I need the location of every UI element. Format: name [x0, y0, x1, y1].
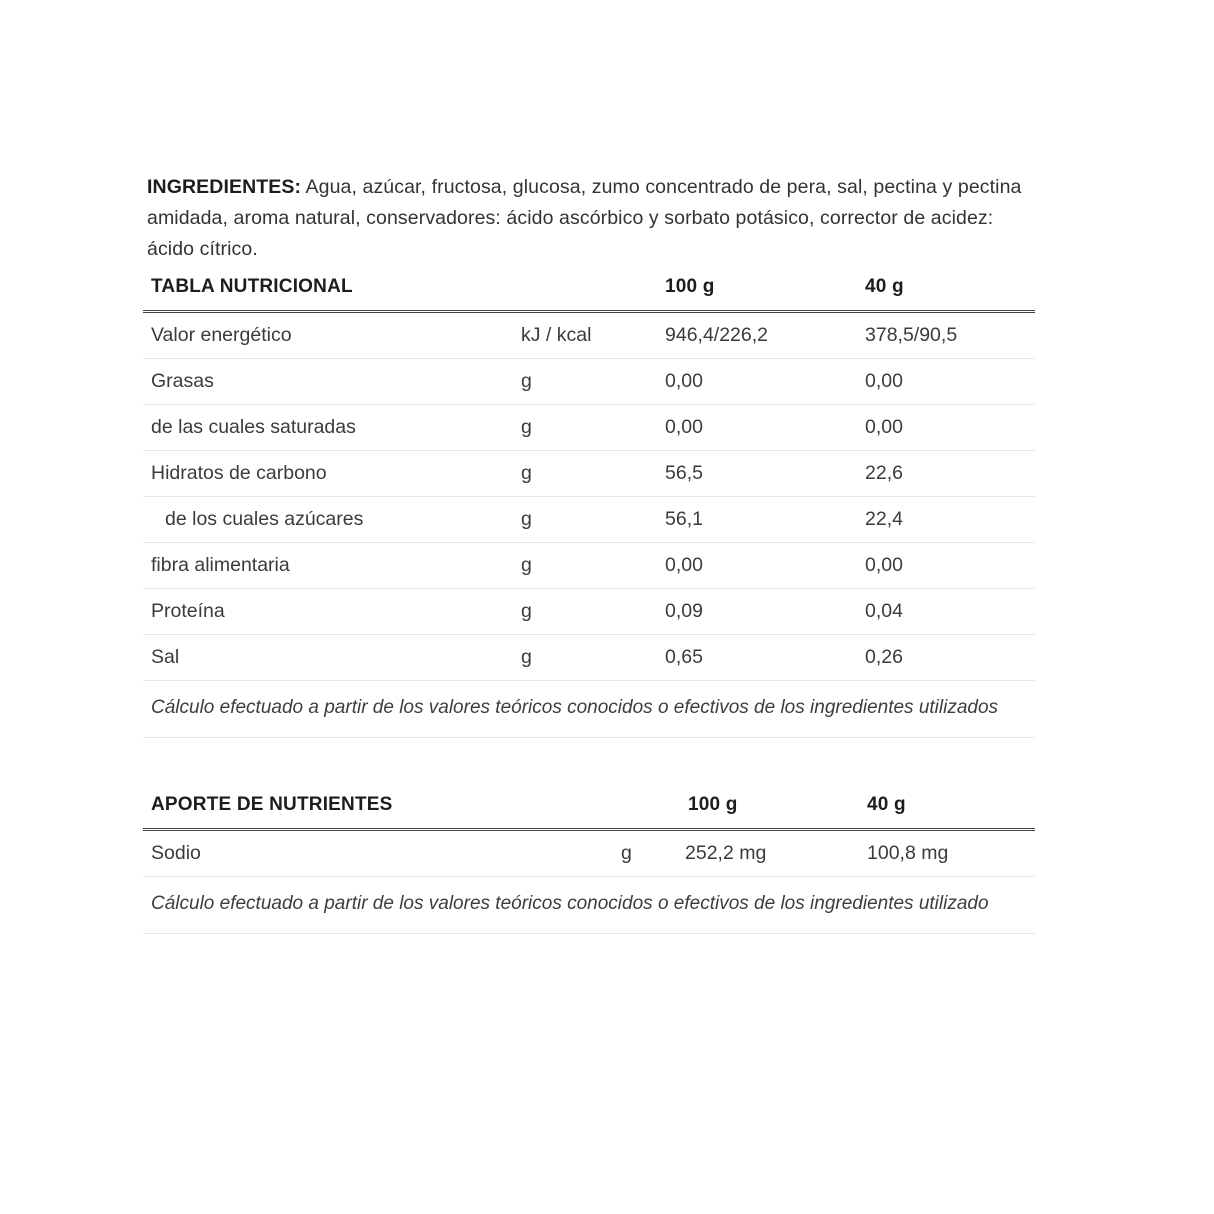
nutrients-contribution-table: [143, 786, 1035, 934]
nutrients-table-footnote-row: [143, 877, 1035, 934]
nutrition-table-header-row: [143, 268, 1035, 312]
row-label: de las cuales saturadas: [143, 405, 521, 451]
row-label: Sal: [143, 635, 521, 681]
row-value-100g: 0,65: [658, 635, 858, 681]
row-label: de los cuales azúcares: [143, 497, 521, 543]
row-value-100g: 0,09: [658, 589, 858, 635]
nutrition-table-col-40g: 40 g: [858, 268, 1035, 312]
table-row: [143, 589, 1035, 635]
table-row: [143, 497, 1035, 543]
row-value-40g: 100,8 mg: [857, 830, 1035, 877]
row-label: Proteína: [143, 589, 521, 635]
row-label: Valor energético: [143, 312, 521, 359]
nutrition-table-body: [143, 312, 1035, 738]
ingredients-label: INGREDIENTES:: [147, 175, 302, 198]
table-row: [143, 405, 1035, 451]
row-value-40g: 0,00: [858, 405, 1035, 451]
nutrition-table-footnote: Cálculo efectuado a partir de los valores teóricos conocidos o efectivos de los ingredientes utilizados: [143, 681, 1035, 738]
row-value-40g: 0,00: [858, 359, 1035, 405]
row-value-100g: 0,00: [658, 543, 858, 589]
row-value-40g: 378,5/90,5: [858, 312, 1035, 359]
ingredients-paragraph: [147, 172, 1037, 265]
nutrition-table-col-100g: 100 g: [658, 268, 858, 312]
row-label: fibra alimentaria: [143, 543, 521, 589]
nutrients-table-footnote: Cálculo efectuado a partir de los valores teóricos conocidos o efectivos de los ingredientes utilizado: [143, 877, 1035, 934]
row-value-100g: 56,1: [658, 497, 858, 543]
row-unit: g: [521, 359, 658, 405]
table-row: [143, 359, 1035, 405]
nutrition-facts-table: [143, 268, 1035, 738]
row-unit: g: [521, 405, 658, 451]
nutrients-table-header-row: [143, 786, 1035, 830]
row-value-100g: 252,2 mg: [655, 830, 857, 877]
row-value-40g: 0,26: [858, 635, 1035, 681]
row-value-40g: 22,4: [858, 497, 1035, 543]
nutrition-table-footnote-row: [143, 681, 1035, 738]
row-unit: g: [613, 830, 655, 877]
ingredients-text: Agua, azúcar, fructosa, glucosa, zumo concentrado de pera, sal, pectina y pectina amidada, aroma natural, conservadores: ácido ascórbico y sorbato potásico, corrector de acidez: ácido cítrico.: [147, 175, 1022, 260]
row-label: Grasas: [143, 359, 521, 405]
row-value-100g: 56,5: [658, 451, 858, 497]
table-row: [143, 312, 1035, 359]
row-unit: g: [521, 497, 658, 543]
row-value-100g: 0,00: [658, 405, 858, 451]
row-value-40g: 0,04: [858, 589, 1035, 635]
nutrition-table-unit-header: [521, 268, 658, 312]
row-unit: g: [521, 635, 658, 681]
row-unit: g: [521, 451, 658, 497]
table-row: [143, 830, 1035, 877]
row-unit: g: [521, 589, 658, 635]
row-unit: kJ / kcal: [521, 312, 658, 359]
nutrients-table-title: APORTE DE NUTRIENTES: [143, 786, 613, 830]
row-value-40g: 22,6: [858, 451, 1035, 497]
row-unit: g: [521, 543, 658, 589]
table-row: [143, 543, 1035, 589]
row-label: Sodio: [143, 830, 613, 877]
table-row: [143, 451, 1035, 497]
nutrients-table-col-100g: 100 g: [655, 786, 857, 830]
row-value-100g: 946,4/226,2: [658, 312, 858, 359]
row-value-100g: 0,00: [658, 359, 858, 405]
row-label: Hidratos de carbono: [143, 451, 521, 497]
row-value-40g: 0,00: [858, 543, 1035, 589]
nutrients-table-unit-header: [613, 786, 655, 830]
table-row: [143, 635, 1035, 681]
nutrients-table-body: [143, 830, 1035, 934]
nutrition-table-title: TABLA NUTRICIONAL: [143, 268, 521, 312]
nutrients-table-col-40g: 40 g: [857, 786, 1035, 830]
